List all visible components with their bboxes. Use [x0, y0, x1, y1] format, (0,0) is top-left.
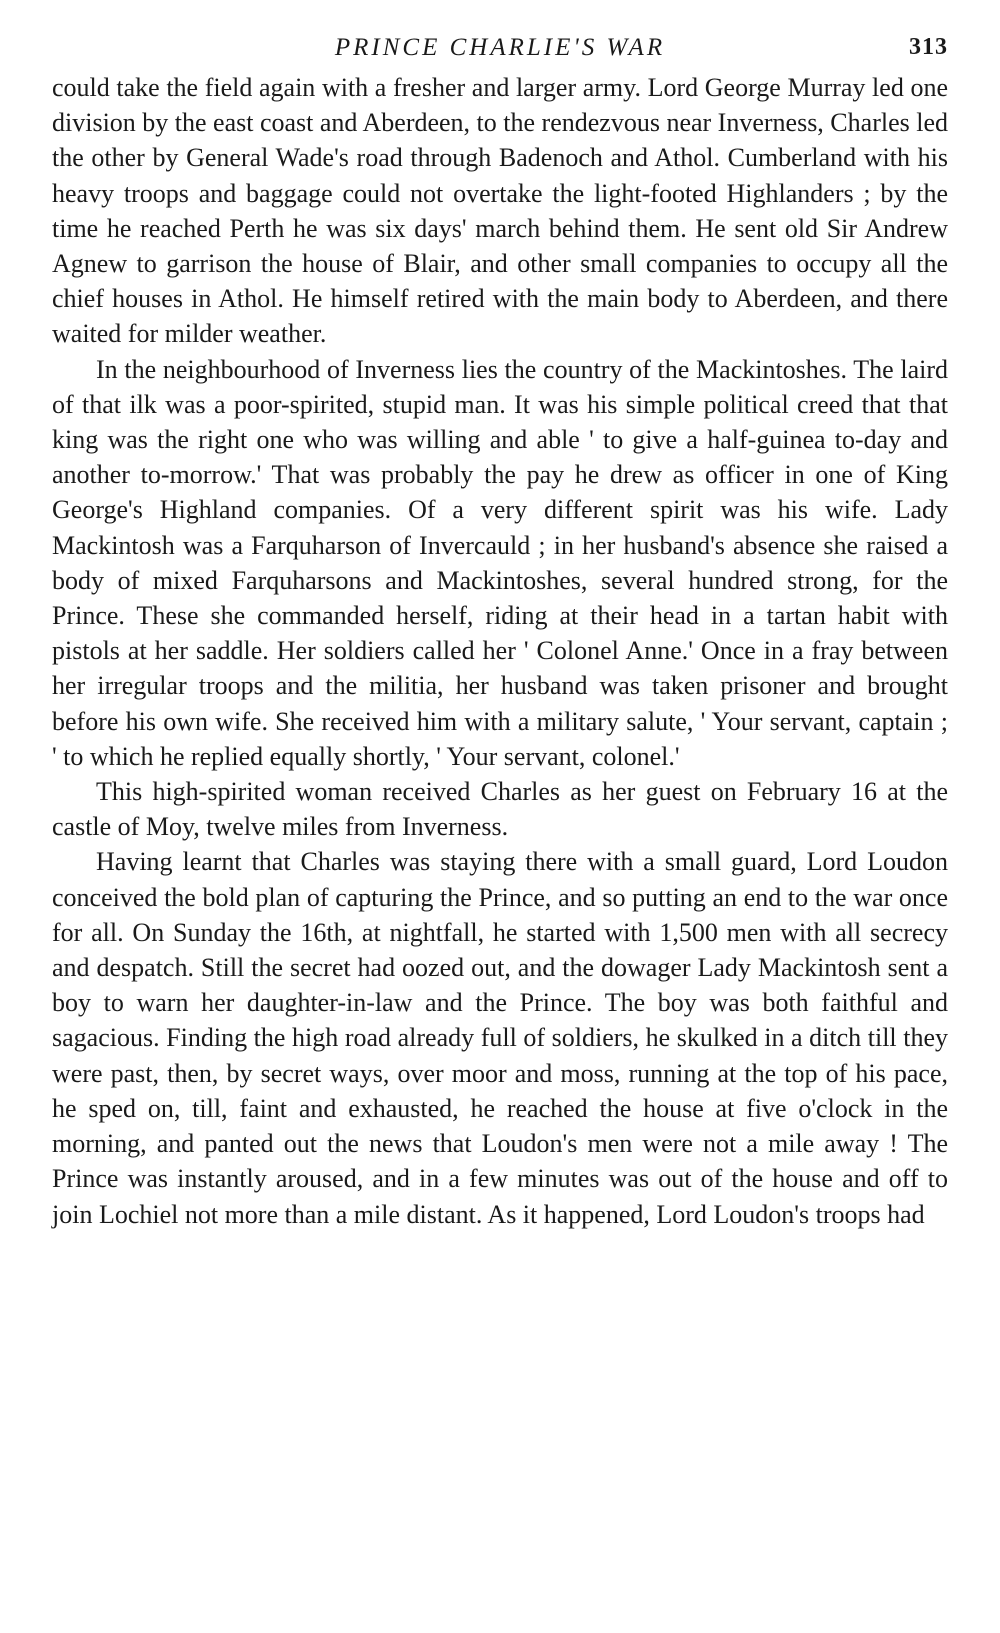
book-page — [52, 30, 948, 1232]
paragraph-1: could take the field again with a fresher and larger army. Lord George Murray led one division by the east coast and Aberdeen, to the rendezvous near Inverness, Charles led the other by General Wade's road through Badenoch and Athol. Cumberland with his heavy troops and baggage could not overtake the light-footed Highlanders ; by the time he reached Perth he was six days' march behind them. He sent old Sir Andrew Agnew to garrison the house of Blair, and other small companies to occupy all the chief houses in Athol. He himself retired with the main body to Aberdeen, and there waited for milder weather. — [52, 73, 948, 349]
page-number: 313 — [909, 34, 948, 60]
running-title: PRINCE CHARLIE'S WAR — [334, 34, 666, 61]
paragraph-4: Having learnt that Charles was staying there with a small guard, Lord Loudon conceived the bold plan of capturing the Prince, and so putting an end to the war once for all. On Sunday the 16th, at nightfall, he started with 1,500 men with all secrecy and despatch. Still the secret had oozed out, and the dowager Lady Mackintosh sent a boy to warn her daughter-in-law and the Prince. The boy was both faithful and sagacious. Finding the high road already full of soldiers, he skulked in a ditch till they were past, then, by secret ways, over moor and moss, running at the top of his pace, he sped on, till, faint and exhausted, he reached the house at five o'clock in the morning, and panted out the news that Loudon's men were not a mile away ! The Prince was instantly aroused, and in a few minutes was out of the house and off to join Lochiel not more than a mile distant. As it happened, Lord Loudon's troops had — [52, 847, 948, 1229]
paragraph-3: This high-spirited woman received Charles as her guest on February 16 at the castle of Moy, twelve miles from Inverness. — [52, 777, 948, 842]
paragraph-2: In the neighbourhood of Inverness lies the country of the Mackintoshes. The laird of that ilk was a poor-spirited, stupid man. It was his simple political creed that that king was the right one who was willing and able ' to give a half-guinea to-day and another to-morrow.' That was probably the pay he drew as officer in one of King George's Highland companies. Of a very different spirit was his wife. Lady Mackintosh was a Farquharson of Invercauld ; in her husband's absence she raised a body of mixed Farquharsons and Mackintoshes, several hundred strong, for the Prince. These she commanded herself, riding at their head in a tartan habit with pistols at her saddle. Her soldiers called her ' Colonel Anne.' Once in a fray between her irregular troops and the militia, her husband was taken prisoner and brought before his own wife. She received him with a military salute, ' Your servant, captain ; ' to which he replied equally shortly, ' Your servant, colonel.' — [52, 354, 948, 771]
body-text — [52, 70, 948, 1232]
running-head — [52, 30, 948, 70]
